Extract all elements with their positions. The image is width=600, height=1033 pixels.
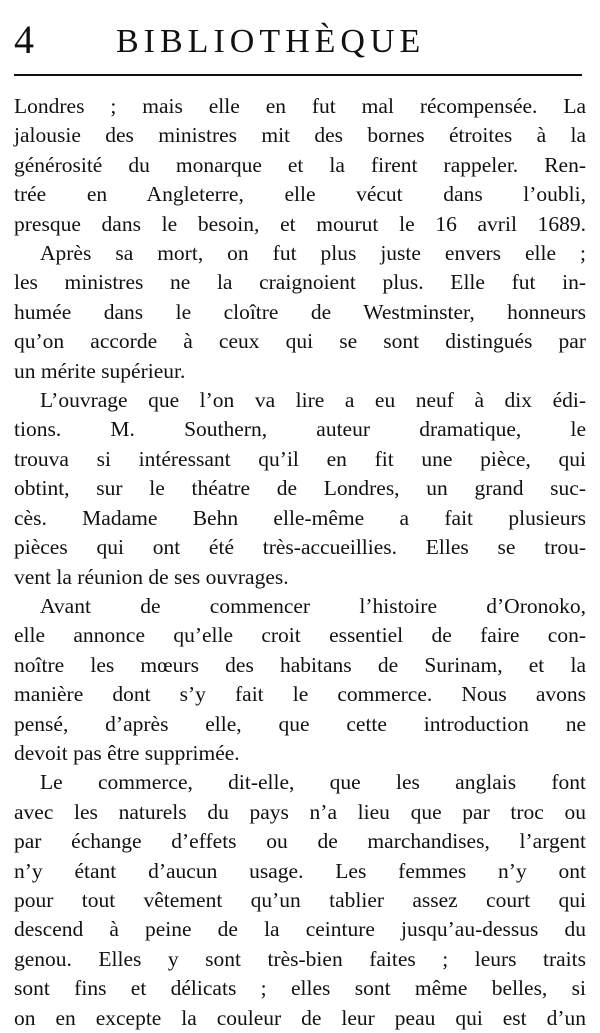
- text-line: pièces qui ont été très-accueillies. Elles se trou-: [14, 535, 586, 560]
- text-line: sont fins et délicats ; elles sont même belles, si: [14, 976, 586, 1001]
- text-line: pensé, d’après elle, que cette introduction ne: [14, 711, 586, 736]
- text-line: générosité du monarque et la firent rappeler. Ren-: [14, 152, 586, 177]
- page-number: 4: [14, 17, 34, 62]
- text-line: pour tout vêtement qu’un tablier assez court qui: [14, 887, 586, 912]
- text-line: descend à peine de la ceinture jusqu’au-dessus du: [14, 917, 586, 942]
- text-line: n’y étant d’aucun usage. Les femmes n’y ont: [14, 858, 586, 883]
- paragraph-introduction: [14, 592, 586, 768]
- text-line: Après sa mort, on fut plus juste envers elle ;: [40, 241, 586, 266]
- header-rule: [14, 74, 582, 76]
- text-line: L’ouvrage que l’on va lire a eu neuf à dix édi-: [40, 388, 586, 413]
- text-line: avec les naturels du pays n’a lieu que par troc ou: [14, 799, 586, 824]
- body-text: [14, 92, 586, 1033]
- paragraph-burial: [14, 239, 586, 386]
- text-line: cès. Madame Behn elle-même a fait plusieurs: [14, 505, 586, 530]
- text-line: trouva si intéressant qu’il en fit une pièce, qui: [14, 446, 586, 471]
- paragraph-editions: [14, 386, 586, 592]
- text-line: elle annonce qu’elle croit essentiel de faire con-: [14, 623, 586, 648]
- text-line: devoit pas être supprimée.: [14, 740, 240, 765]
- text-line: manière dont s’y fait le commerce. Nous avons: [14, 682, 586, 707]
- text-line: Avant de commencer l’histoire d’Oronoko,: [40, 593, 586, 618]
- text-line: vent la réunion de ses ouvrages.: [14, 564, 289, 589]
- text-line: obtint, sur le théatre de Londres, un grand suc-: [14, 476, 586, 501]
- running-head: [0, 8, 600, 68]
- text-line: les ministres ne la craignoient plus. Elle fut in-: [14, 270, 586, 295]
- text-line: noître les mœurs des habitans de Surinam, et la: [14, 652, 586, 677]
- text-line: on en excepte la couleur de leur peau qui est d’un: [14, 1005, 586, 1030]
- running-title: BIBLIOTHÈQUE: [116, 23, 426, 60]
- text-line: qu’on accorde à ceux qui se sont distingués par: [14, 329, 586, 354]
- text-line: par échange d’effets ou de marchandises, l’argent: [14, 829, 586, 854]
- text-line: humée dans le cloître de Westminster, honneurs: [14, 299, 586, 324]
- paragraph-death-of-aphra-behn: [14, 92, 586, 239]
- text-line: Londres ; mais elle en fut mal récompensée. La: [14, 94, 586, 118]
- text-line: tions. M. Southern, auteur dramatique, le: [14, 417, 586, 442]
- paragraph-commerce: [14, 768, 586, 1033]
- text-line: trée en Angleterre, elle vécut dans l’oubli,: [14, 182, 586, 207]
- text-line: un mérite supérieur.: [14, 358, 186, 383]
- text-line: genou. Elles y sont très-bien faites ; leurs traits: [14, 946, 586, 971]
- text-line: jalousie des ministres mit des bornes étroites à la: [14, 123, 586, 148]
- text-line: Le commerce, dit-elle, que les anglais font: [40, 770, 586, 795]
- text-line: presque dans le besoin, et mourut le 16 avril 1689.: [14, 211, 586, 236]
